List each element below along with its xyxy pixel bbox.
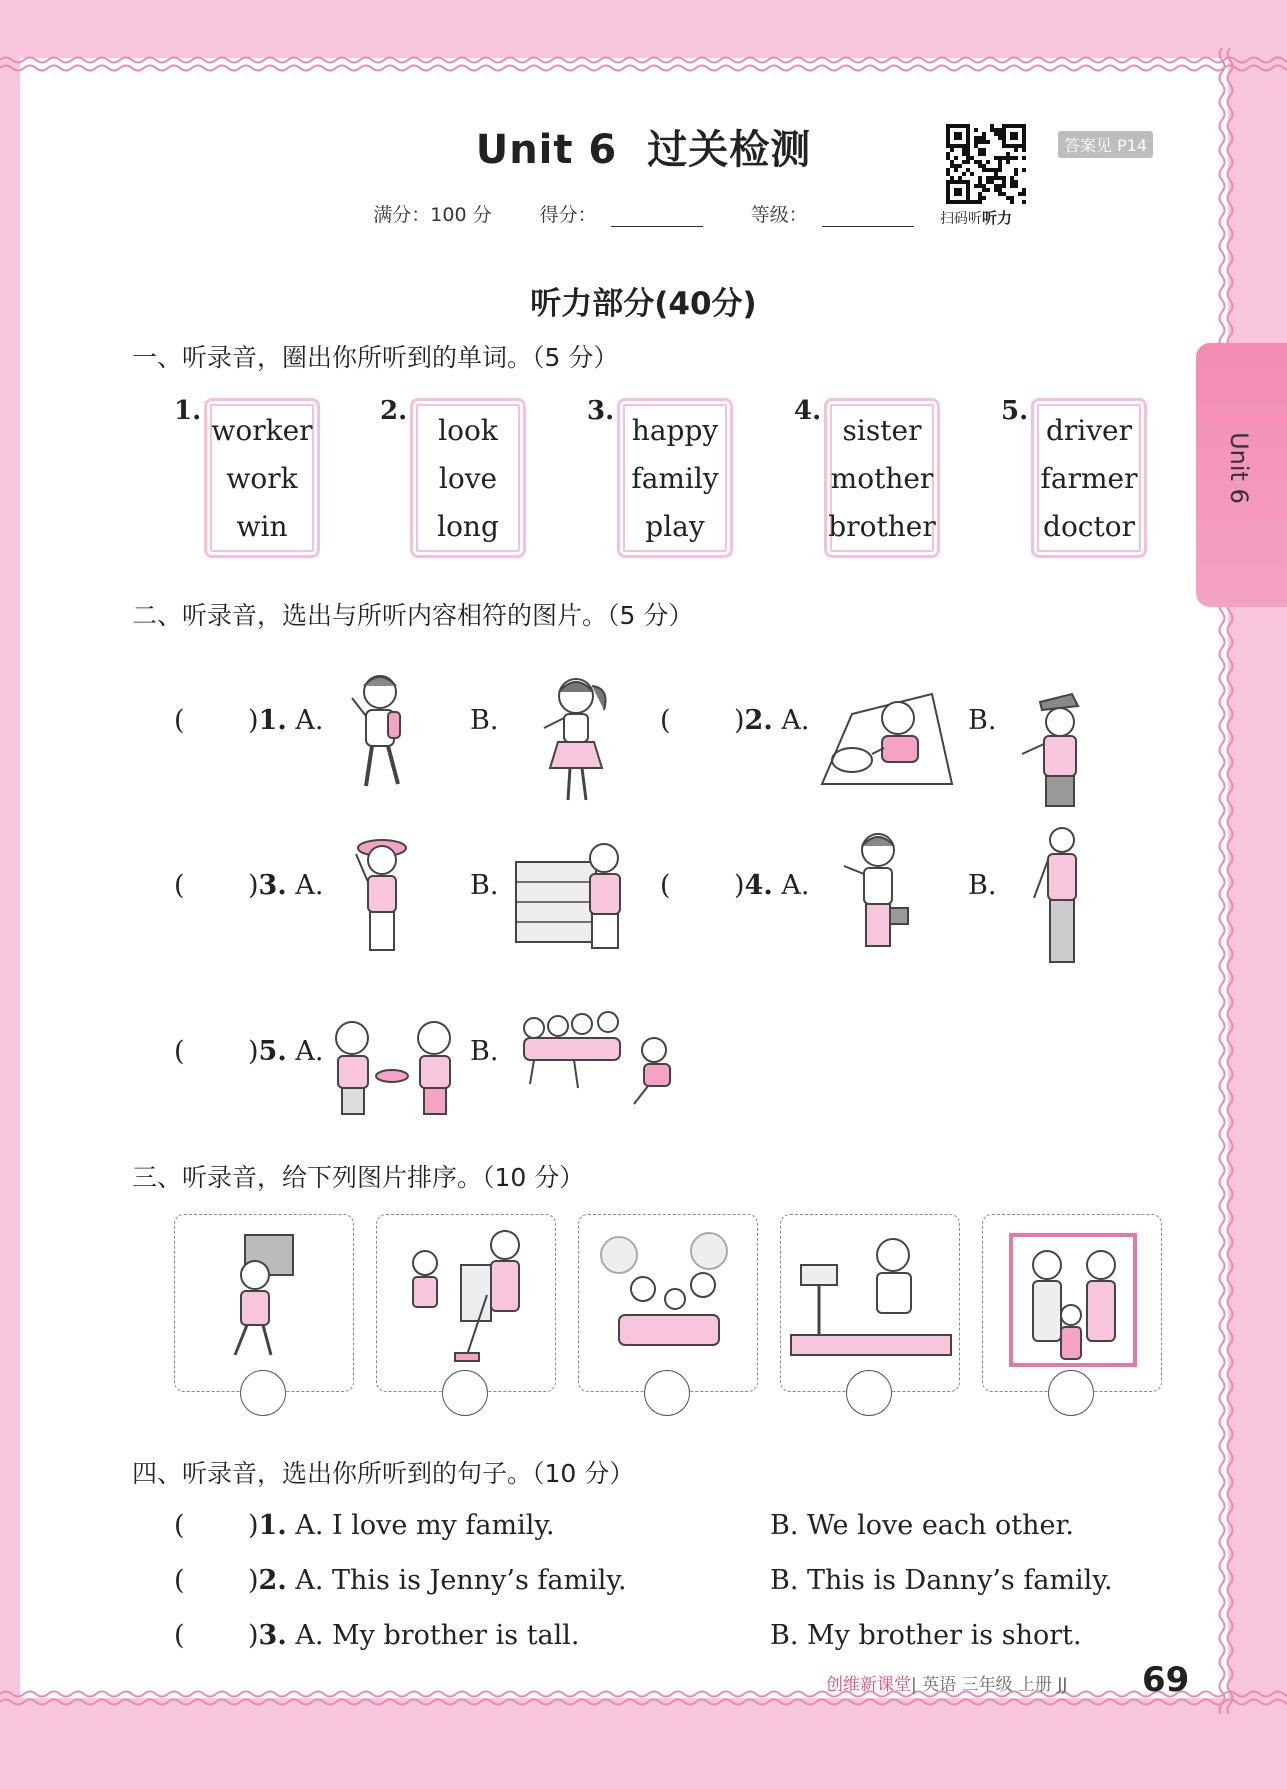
word-option[interactable]: brother [828, 510, 936, 543]
score-label: 得分： [539, 204, 597, 226]
sequence-picture-3 [578, 1214, 758, 1392]
answer-paren-close: ) [248, 705, 259, 736]
word-box-1 [204, 398, 320, 558]
sentence-option-a[interactable]: A. This is Jenny’s family. [295, 1565, 627, 1596]
option-b-label[interactable]: B. [470, 705, 499, 736]
qr-label-bold: 听力 [982, 209, 1013, 227]
page-number: 69 [1142, 1660, 1190, 1700]
qr-label-prefix: 扫码听 [940, 211, 982, 227]
answer-paren-open[interactable]: ( [174, 705, 185, 736]
option-b-label[interactable]: B. [968, 705, 997, 736]
girl-in-skirt-image[interactable] [530, 670, 620, 810]
sentence-option-b[interactable]: B. We love each other. [770, 1510, 1074, 1541]
word-box-2 [410, 398, 526, 558]
sentence-option-b[interactable]: B. My brother is short. [770, 1620, 1082, 1651]
side-tab-label: Unit 6 [1225, 432, 1253, 504]
order-answer-circle-4[interactable] [846, 1370, 892, 1416]
sentence-option-b[interactable]: B. This is Danny’s family. [770, 1565, 1113, 1596]
word-item-2-number: 2. [380, 396, 408, 426]
word-option[interactable]: look [438, 414, 498, 447]
word-option[interactable]: mother [830, 462, 934, 495]
question-2-3-label [248, 870, 323, 901]
family-cleaning-image [377, 1215, 553, 1389]
answer-paren-open[interactable]: ( [174, 1510, 185, 1541]
option-a-label[interactable]: A. [295, 870, 324, 901]
sequence-picture-5 [982, 1214, 1162, 1392]
answer-paren-open[interactable]: ( [174, 1565, 185, 1596]
word-option[interactable]: work [226, 462, 298, 495]
boy-with-bag-image[interactable] [832, 826, 922, 958]
farmer-girl-image[interactable] [340, 832, 420, 960]
answer-paren-close: ) [248, 1620, 259, 1651]
word-item-3-number: 3. [587, 396, 615, 426]
family-picnic-image [579, 1215, 755, 1389]
option-a-label[interactable]: A. [295, 705, 324, 736]
qr-label [940, 207, 1012, 228]
question-number: 3. [258, 1620, 287, 1651]
boy-with-backpack-image[interactable] [336, 668, 416, 798]
unit-label: Unit 6 [475, 127, 618, 173]
answer-reference-badge: 答案见 P14 [1058, 131, 1153, 158]
test-title: 过关检测 [647, 127, 812, 173]
sequence-picture-2 [376, 1214, 556, 1392]
children-playing-image[interactable] [514, 1008, 704, 1108]
order-answer-circle-1[interactable] [240, 1370, 286, 1416]
word-option[interactable]: love [438, 462, 498, 495]
word-option[interactable]: farmer [1040, 462, 1138, 495]
sentence-question-2 [248, 1565, 627, 1596]
answer-paren-close: ) [248, 1565, 259, 1596]
footer-brand: 创维新课堂 [826, 1675, 911, 1695]
word-option[interactable]: doctor [1043, 510, 1135, 543]
answer-paren-open[interactable]: ( [174, 1620, 185, 1651]
answer-paren-close: ) [248, 1036, 259, 1067]
question-2-5-label [248, 1036, 323, 1067]
answer-paren-close: ) [248, 870, 259, 901]
sentence-question-3 [248, 1620, 580, 1651]
option-a-label[interactable]: A. [295, 1036, 324, 1067]
word-option[interactable]: happy [631, 414, 719, 447]
qr-code-icon[interactable] [946, 124, 1026, 204]
word-box-5 [1031, 398, 1147, 558]
sentence-option-a[interactable]: A. I love my family. [295, 1510, 555, 1541]
question-number: 1. [258, 1510, 287, 1541]
footer-subject: | 英语 三年级 上册 JJ [911, 1675, 1068, 1695]
tall-man-image[interactable] [1024, 824, 1094, 970]
word-option[interactable]: win [236, 510, 288, 543]
order-answer-circle-5[interactable] [1048, 1370, 1094, 1416]
order-answer-circle-3[interactable] [644, 1370, 690, 1416]
word-box-3 [617, 398, 733, 558]
score-blank[interactable] [611, 206, 703, 227]
option-b-label[interactable]: B. [470, 870, 499, 901]
word-item-4-number: 4. [794, 396, 822, 426]
option-a-label[interactable]: A. [781, 870, 810, 901]
word-option[interactable]: worker [211, 414, 313, 447]
word-option[interactable]: driver [1045, 414, 1133, 447]
question-number: 2. [744, 705, 773, 736]
factory-worker-image[interactable] [514, 832, 634, 952]
girls-sharing-cake-image[interactable] [318, 1016, 468, 1116]
word-item-5-number: 5. [1001, 396, 1029, 426]
answer-paren-open[interactable]: ( [660, 705, 671, 736]
question-number: 3. [258, 870, 287, 901]
sentence-question-1 [248, 1510, 555, 1541]
answer-paren-close: ) [734, 705, 745, 736]
section-2-title: 二、听录音，选出与所听内容相符的图片。（5 分） [132, 601, 694, 630]
sequence-picture-1 [174, 1214, 354, 1392]
option-b-label[interactable]: B. [470, 1036, 499, 1067]
question-2-4-label [734, 870, 809, 901]
worker-carrying-box-image [175, 1215, 351, 1389]
answer-paren-open[interactable]: ( [174, 1036, 185, 1067]
man-at-counter-image [781, 1215, 957, 1389]
listening-part-title: 听力部分(40分) [530, 286, 757, 322]
question-number: 4. [744, 870, 773, 901]
answer-paren-open[interactable]: ( [174, 870, 185, 901]
word-option[interactable]: family [631, 462, 719, 495]
option-b-label[interactable]: B. [968, 870, 997, 901]
word-item-1-number: 1. [174, 396, 202, 426]
grade-blank[interactable] [822, 206, 914, 227]
question-number: 1. [258, 705, 287, 736]
grade-label: 等级： [750, 204, 808, 226]
sequence-picture-4 [780, 1214, 960, 1392]
section-4-title: 四、听录音，选出你所听到的句子。（10 分） [132, 1459, 635, 1488]
section-1-title: 一、听录音，圈出你所听到的单词。（5 分） [132, 343, 619, 372]
section-3-title: 三、听录音，给下列图片排序。（10 分） [132, 1163, 585, 1192]
driver-in-car-image[interactable] [812, 684, 962, 794]
sentence-option-a[interactable]: A. My brother is tall. [295, 1620, 580, 1651]
word-option[interactable]: play [645, 510, 705, 543]
question-2-1-label [248, 705, 323, 736]
question-2-2-label [734, 705, 809, 736]
option-a-label[interactable]: A. [781, 705, 810, 736]
word-box-4 [824, 398, 940, 558]
answer-paren-open[interactable]: ( [660, 870, 671, 901]
score-line [0, 200, 1287, 227]
answer-paren-close: ) [248, 1510, 259, 1541]
answer-paren-close: ) [734, 870, 745, 901]
question-number: 2. [258, 1565, 287, 1596]
full-score: 满分：100 分 [373, 204, 492, 226]
order-answer-circle-2[interactable] [442, 1370, 488, 1416]
police-officer-image[interactable] [1014, 684, 1104, 814]
footer-book-info [826, 1670, 1067, 1695]
family-photo-image [983, 1215, 1159, 1389]
word-option[interactable]: long [437, 510, 499, 543]
word-option[interactable]: sister [842, 414, 922, 447]
question-number: 5. [258, 1036, 287, 1067]
